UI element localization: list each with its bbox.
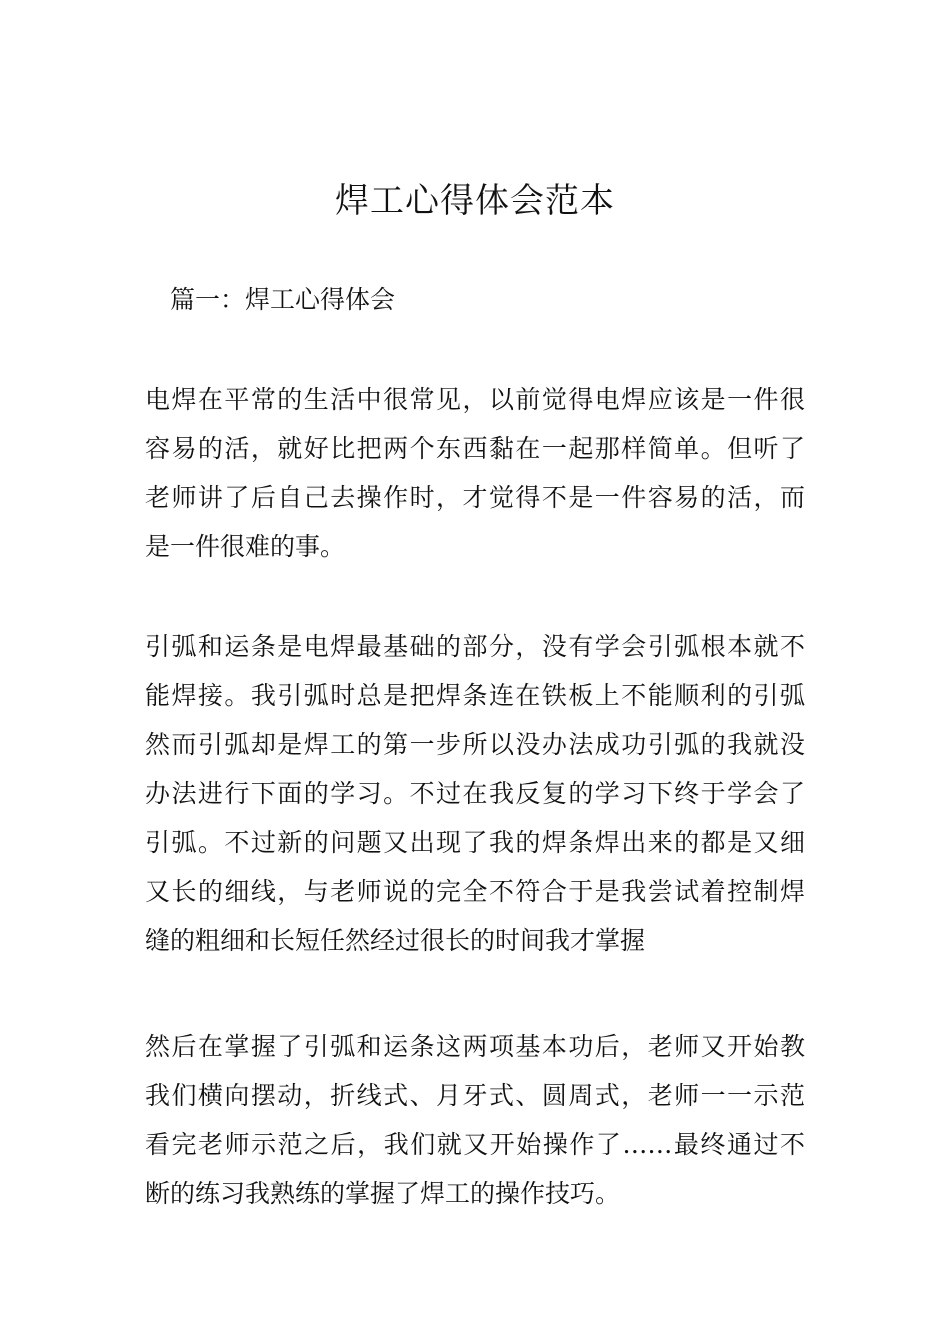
paragraph-3 (145, 1022, 805, 1218)
paragraph-line: 容易的活，就好比把两个东西黏在一起那样简单。但听了 (145, 434, 805, 463)
paragraph-line: 缝的粗细和长短任然经过很长的时间我才掌握 (145, 926, 646, 955)
paragraph-line: 能焊接。我引弧时总是把焊条连在铁板上不能顺利的引弧 (145, 681, 805, 710)
paragraph-line: 然而引弧却是焊工的第一步所以没办法成功引弧的我就没 (145, 730, 805, 759)
paragraph-line: 引弧。不过新的问题又出现了我的焊条焊出来的都是又细 (145, 828, 805, 857)
paragraph-line: 断的练习我熟练的掌握了焊工的操作技巧。 (145, 1179, 621, 1208)
section-heading: 篇一：焊工心得体会 (170, 285, 396, 314)
paragraph-line: 然后在掌握了引弧和运条这两项基本功后，老师又开始教 (145, 1032, 805, 1061)
paragraph-line: 是一件很难的事。 (145, 532, 346, 561)
paragraph-line: 办法进行下面的学习。不过在我反复的学习下终于学会了 (145, 779, 805, 808)
paragraph-line: 电焊在平常的生活中很常见，以前觉得电焊应该是一件很 (145, 385, 805, 414)
paragraph-2 (145, 622, 805, 965)
paragraph-1 (145, 375, 805, 571)
paragraph-line: 又长的细线，与老师说的完全不符合于是我尝试着控制焊 (145, 877, 805, 906)
paragraph-line: 引弧和运条是电焊最基础的部分，没有学会引弧根本就不 (145, 632, 805, 661)
paragraph-line: 看完老师示范之后，我们就又开始操作了……最终通过不 (145, 1130, 805, 1159)
paragraph-line: 我们横向摆动，折线式、月牙式、圆周式，老师一一示范 (145, 1081, 805, 1110)
document-title: 焊工心得体会范本 (335, 181, 615, 221)
paragraph-line: 老师讲了后自己去操作时，才觉得不是一件容易的活，而 (145, 483, 805, 512)
